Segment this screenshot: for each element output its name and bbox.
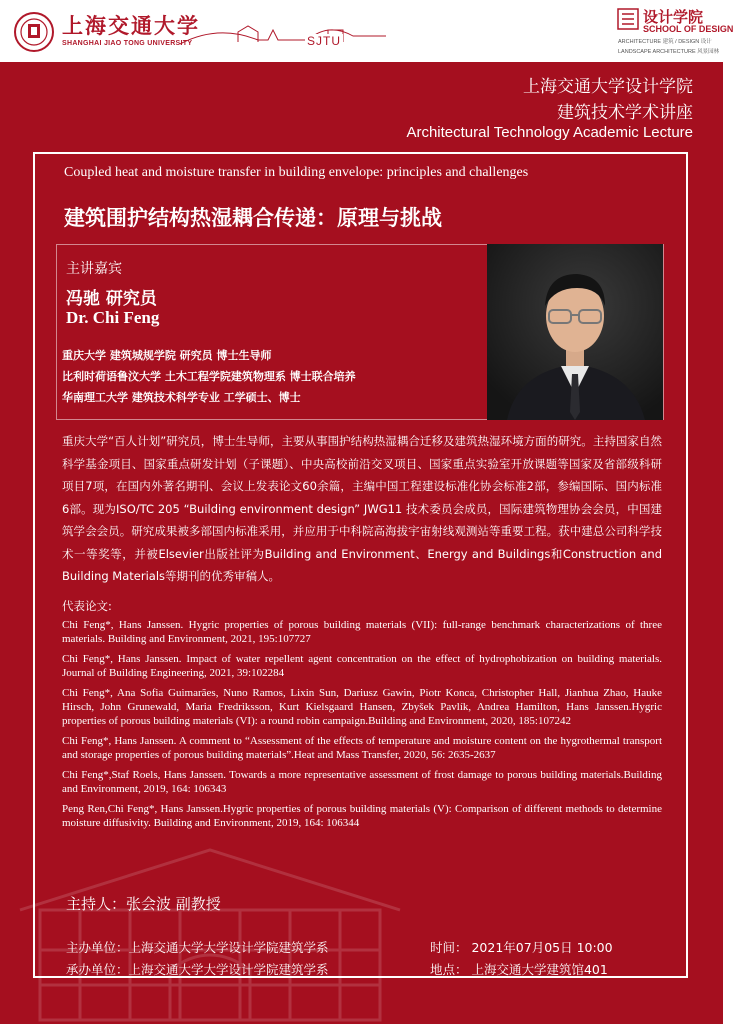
- speaker-photo: [487, 244, 663, 420]
- sjtu-seal-icon: [14, 12, 54, 52]
- speaker-name: 冯驰 研究员: [66, 289, 157, 309]
- sjtu-mark: SJTU: [307, 34, 341, 48]
- header-bar: [0, 0, 733, 62]
- university-name: 上海交通大学: [62, 13, 200, 38]
- publication-item: Chi Feng*,Staf Roels, Hans Janssen. Towards a more representative assessment of frost damage to porous building materials.Building and Environment, 2019, 164: 106343: [62, 769, 662, 795]
- lecture-title: 建筑围护结构热湿耦合传递：原理与挑战: [64, 206, 442, 230]
- organizer-info: 主办单位：上海交通大学大学设计学院建筑学系: [66, 940, 329, 955]
- publication-item: Peng Ren,Chi Feng*, Hans Janssen.Hygric properties of porous building materials (V): Comparison of different methods to determine moisture diffusivity. Building and Environment, 2019, 164: 106344: [62, 803, 662, 829]
- speaker-affiliation: 华南理工大学 建筑技术科学专业 工学硕士、博士: [62, 391, 301, 404]
- publication-item: Chi Feng*, Hans Janssen. Hygric properties of porous building materials (VII): full-range benchmark characterizations of three materials. Building and Environment, 2021, 195:107727: [62, 619, 662, 645]
- lecture-poster: [0, 62, 723, 1024]
- speaker-bio: 重庆大学“百人计划”研究员，博士生导师，主要从事围护结构热湿耦合迁移及建筑热湿环境方面的研究。主持国家自然科学基金项目、国家重点研发计划（子课题）、中央高校前沿交叉项目、国家重点实验室开放课题等国家及省部级科研项目7项，在国内外著名期刊、会议上发表论文60余篇，主编中国工程建设标准化协会标准2部，参编国际、国内标准6部。现为ISO/TC 205 “Building environment design” JWG11 技术委员会成员，国际建筑物理协会会员，中国建筑学会会员。研究成果被多部国内标准采用，并应用于中科院高海拔宇宙射线观测站等重要工程。获中建总公司科学技术一等奖等，并被Elsevier出版社评为Building and Environment、Energy and Buildings和Construction and Building Materials等期刊的优秀审稿人。: [62, 434, 662, 583]
- design-school-english: SCHOOL OF DESIGN: [643, 24, 733, 34]
- publication-list: [62, 618, 662, 836]
- event-time: 时间： 2021年07月05日 10:00: [430, 940, 613, 955]
- speaker-name-english: Dr. Chi Feng: [66, 308, 160, 327]
- lecture-title-english: Coupled heat and moisture transfer in building envelope: principles and challenges: [64, 165, 529, 180]
- publication-item: Chi Feng*, Ana Sofia Guimarães, Nuno Ramos, Lixin Sun, Dariusz Gawin, Piotr Konca, Christopher Hall, Jianhua Zhao, Hauke Hirsch, John Grunewald, Maria Fredriksson, Kurt Kielsgaard Hansen, Zbyšek Pavlík, Andrea Hamilton, Hans Janssen.Hygric properties of porous building materials (VI): a round robin campaign.Building and Environment, 2020, 185:107242: [62, 687, 662, 727]
- lecture-series-name: 建筑技术学术讲座: [557, 103, 693, 123]
- campus-sketch: [178, 14, 388, 50]
- publication-item: Chi Feng*, Hans Janssen. A comment to “Assessment of the effects of temperature and moisture content on the hygrothermal transport and storage properties of porous building materials”.Heat and Mass Transfer, 2020, 56: 2635-2637: [62, 735, 662, 761]
- university-english-name: SHANGHAI JIAO TONG UNIVERSITY: [62, 40, 193, 47]
- publications-heading: 代表论文:: [62, 599, 112, 613]
- lecture-series-english: Architectural Technology Academic Lecture: [406, 124, 693, 141]
- undertaker-info: 承办单位：上海交通大学大学设计学院建筑学系: [66, 962, 329, 977]
- design-school-name: 设计学院: [643, 8, 704, 26]
- publication-item: Chi Feng*, Hans Janssen. Impact of water repellent agent concentration on the effect of hydrophobization on building materials. Journal of Building Engineering, 2021, 39:102284: [62, 653, 662, 679]
- host-info: 主持人：张会波 副教授: [66, 895, 221, 913]
- event-location: 地点： 上海交通大学建筑馆401: [430, 962, 608, 977]
- speaker-affiliation: 比利时荷语鲁汶大学 土木工程学院建筑物理系 博士联合培养: [62, 370, 356, 383]
- institution-name: 上海交通大学设计学院: [523, 77, 693, 97]
- design-school-subtitle: LANDSCAPE ARCHITECTURE 风景园林: [618, 49, 720, 55]
- design-school-subtitle: ARCHITECTURE 建筑 / DESIGN 设计: [618, 39, 712, 45]
- speaker-affiliation: 重庆大学 建筑城规学院 研究员 博士生导师: [62, 349, 272, 362]
- design-school-logo-icon: [617, 8, 639, 30]
- speaker-label: 主讲嘉宾: [66, 261, 122, 277]
